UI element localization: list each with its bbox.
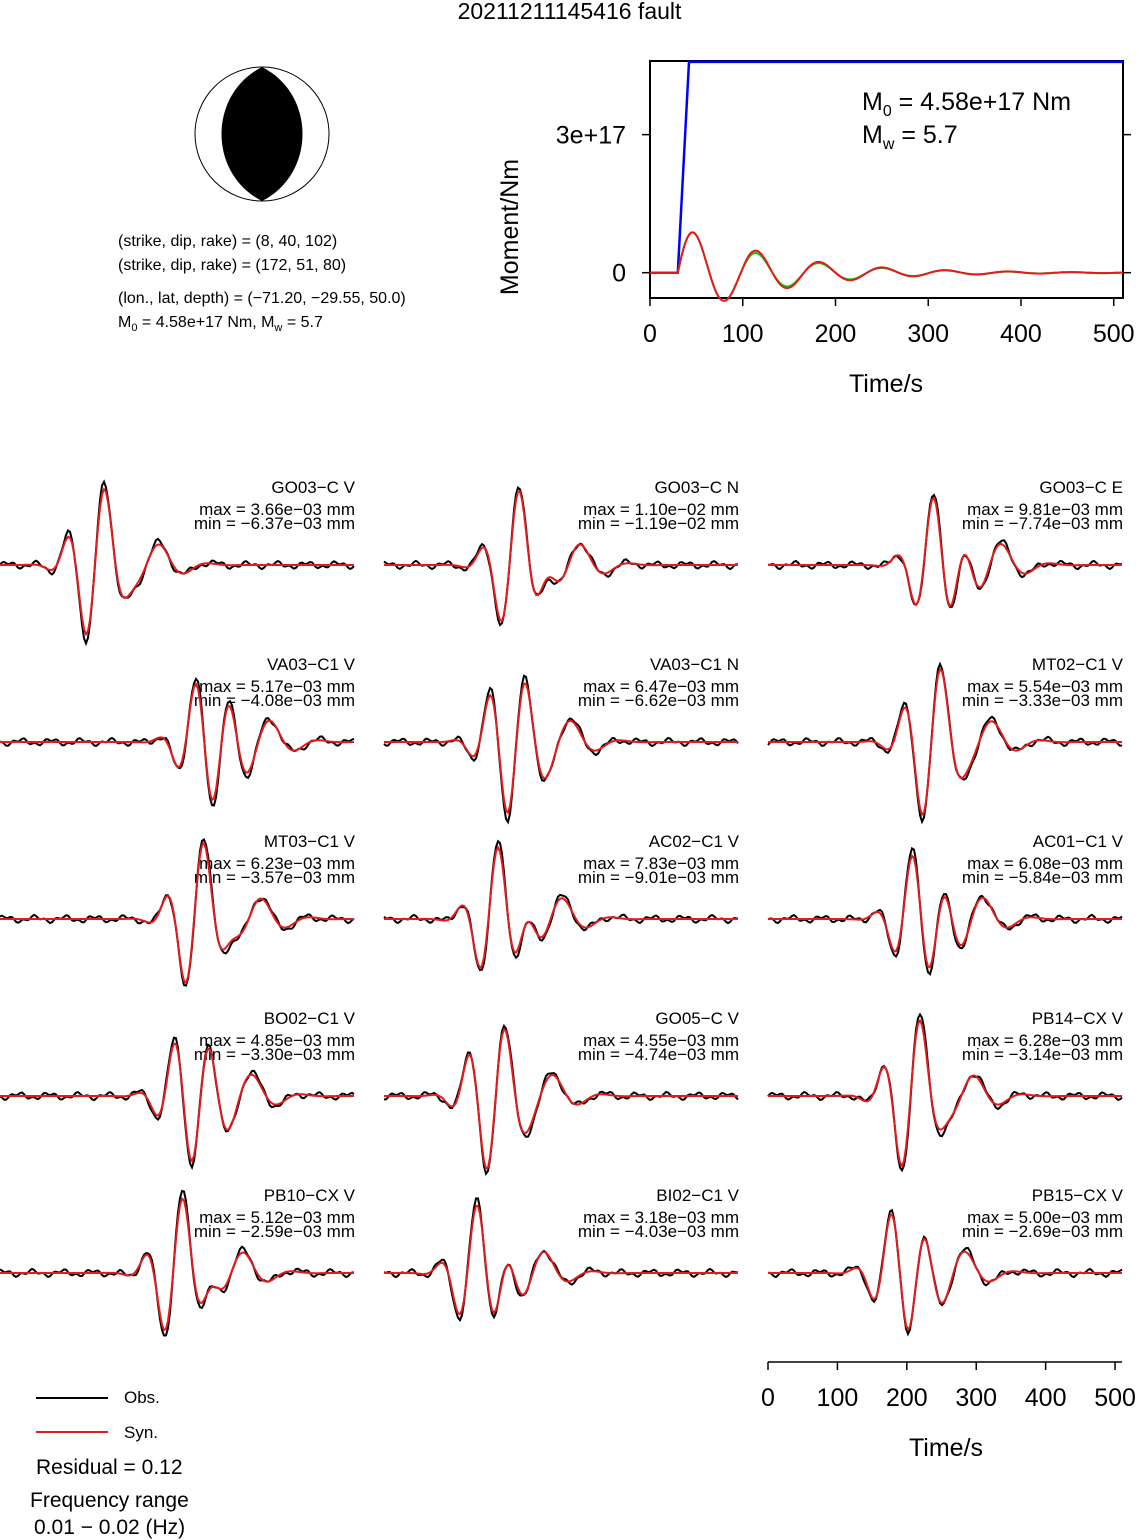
station-min: min = −7.74e−03 mm	[961, 514, 1123, 533]
station-label: AC02−C1 V	[648, 832, 739, 851]
station-label: PB15−CX V	[1031, 1186, 1123, 1205]
moment-ytick-label: 3e+17	[555, 121, 626, 150]
station-panel	[384, 478, 739, 625]
station-panel	[768, 655, 1124, 822]
waveform-xlabel: Time/s	[908, 1434, 984, 1460]
station-label: GO03−C E	[1039, 478, 1123, 497]
moment-syn-curve	[650, 232, 1123, 301]
legend-obs-label: Obs.	[124, 1388, 160, 1407]
station-min: min = −3.14e−03 mm	[961, 1045, 1123, 1064]
station-min: min = −3.33e−03 mm	[961, 691, 1123, 710]
station-panel	[0, 478, 356, 643]
station-panel	[384, 1009, 740, 1174]
station-min: min = −3.57e−03 mm	[193, 868, 355, 887]
station-panel	[768, 478, 1123, 607]
station-panel	[0, 1009, 356, 1167]
station-min: min = −6.62e−03 mm	[577, 691, 739, 710]
nodal-plane-1: (strike, dip, rake) = (8, 40, 102)	[118, 233, 338, 250]
station-label: PB14−CX V	[1031, 1009, 1123, 1028]
station-label: VA03−C1 N	[650, 655, 739, 674]
frequency-value: 0.01 − 0.02 (Hz)	[34, 1516, 186, 1539]
moment-ylabel: Moment/Nm	[496, 158, 524, 296]
station-max: max = 4.85e−03 mm	[199, 1031, 355, 1050]
station-max: max = 1.10e−02 mm	[583, 500, 739, 519]
legend-syn-label: Syn.	[124, 1423, 159, 1442]
station-min: min = −4.03e−03 mm	[577, 1222, 739, 1241]
station-min: min = −3.30e−03 mm	[193, 1045, 355, 1064]
station-panel	[0, 832, 356, 986]
station-max: max = 6.28e−03 mm	[967, 1031, 1123, 1050]
station-label: GO03−C V	[271, 478, 355, 497]
moment-xtick-label: 500	[1092, 320, 1135, 348]
station-label: BO02−C1 V	[263, 1009, 355, 1028]
station-panel	[768, 832, 1124, 974]
figure-title: 20211211145416 fault	[457, 0, 682, 24]
waveform-xtick-label: 100	[816, 1384, 859, 1412]
moment-xlabel: Time/s	[848, 370, 924, 398]
station-panel	[768, 1186, 1124, 1334]
waveform-xtick-label: 0	[761, 1384, 775, 1412]
station-panel	[0, 655, 356, 806]
station-label: BI02−C1 V	[656, 1186, 739, 1205]
moment-xtick-label: 300	[907, 320, 950, 348]
station-label: PB10−CX V	[263, 1186, 355, 1205]
moment-xtick-label: 0	[643, 320, 657, 348]
waveform-xtick-label: 200	[885, 1384, 928, 1412]
station-panel	[384, 1186, 740, 1320]
station-max: max = 3.18e−03 mm	[583, 1208, 739, 1227]
waveform-grid	[0, 460, 1139, 1460]
source-location: (lon., lat, depth) = (−71.20, −29.55, 50.0)	[118, 290, 406, 307]
station-panel	[768, 1009, 1124, 1170]
moment-annotation-m0: $M_0 = 4.58e+17$ Nm	[862, 88, 1072, 120]
station-max: max = 6.23e−03 mm	[199, 854, 355, 873]
station-min: min = −2.69e−03 mm	[961, 1222, 1123, 1241]
station-min: min = −2.59e−03 mm	[193, 1222, 355, 1241]
moment-xtick-label: 100	[721, 320, 764, 348]
station-max: max = 5.00e−03 mm	[967, 1208, 1123, 1227]
station-max: max = 9.81e−03 mm	[967, 500, 1123, 519]
station-label: AC01−C1 V	[1032, 832, 1123, 851]
frequency-title: Frequency range	[30, 1489, 189, 1512]
station-label: MT03−C1 V	[263, 832, 355, 851]
station-max: max = 3.66e−03 mm	[199, 500, 355, 519]
waveform-xtick-label: 300	[955, 1384, 998, 1412]
station-max: max = 5.54e−03 mm	[967, 677, 1123, 696]
station-panel	[384, 832, 740, 970]
station-label: VA03−C1 V	[266, 655, 355, 674]
station-panel	[0, 1186, 356, 1336]
moment-ytick-label: 0	[612, 259, 626, 288]
station-panel	[384, 655, 739, 822]
station-max: max = 5.12e−03 mm	[199, 1208, 355, 1227]
moment-summary: $M_0 = 4.58e+17$ Nm, $M_w = 5.7$	[118, 314, 323, 335]
station-max: max = 6.08e−03 mm	[967, 854, 1123, 873]
moment-xtick-label: 400	[1000, 320, 1042, 348]
moment-obs-curve	[650, 232, 1123, 301]
station-min: min = −1.19e−02 mm	[577, 514, 739, 533]
waveform-xtick-label: 400	[1024, 1384, 1067, 1412]
waveform-xtick-label: 500	[1094, 1384, 1136, 1412]
moment-chart	[480, 45, 1139, 410]
station-label: MT02−C1 V	[1031, 655, 1123, 674]
station-max: max = 5.17e−03 mm	[199, 677, 355, 696]
station-max: max = 7.83e−03 mm	[583, 854, 739, 873]
beachball-icon	[190, 64, 334, 204]
station-min: min = −6.37e−03 mm	[193, 514, 355, 533]
station-min: min = −5.84e−03 mm	[961, 868, 1123, 887]
moment-xtick-label: 200	[814, 320, 857, 348]
station-min: min = −4.74e−03 mm	[577, 1045, 739, 1064]
moment-annotation-mw: $M_w = 5.7$	[862, 121, 958, 153]
station-label: GO03−C N	[654, 478, 739, 497]
station-label: GO05−C V	[655, 1009, 739, 1028]
nodal-plane-2: (strike, dip, rake) = (172, 51, 80)	[118, 257, 347, 274]
station-min: min = −4.08e−03 mm	[193, 691, 355, 710]
station-max: max = 6.47e−03 mm	[583, 677, 739, 696]
station-min: min = −9.01e−03 mm	[577, 868, 739, 887]
residual-text: Residual = 0.12	[36, 1456, 183, 1479]
station-max: max = 4.55e−03 mm	[583, 1031, 739, 1050]
